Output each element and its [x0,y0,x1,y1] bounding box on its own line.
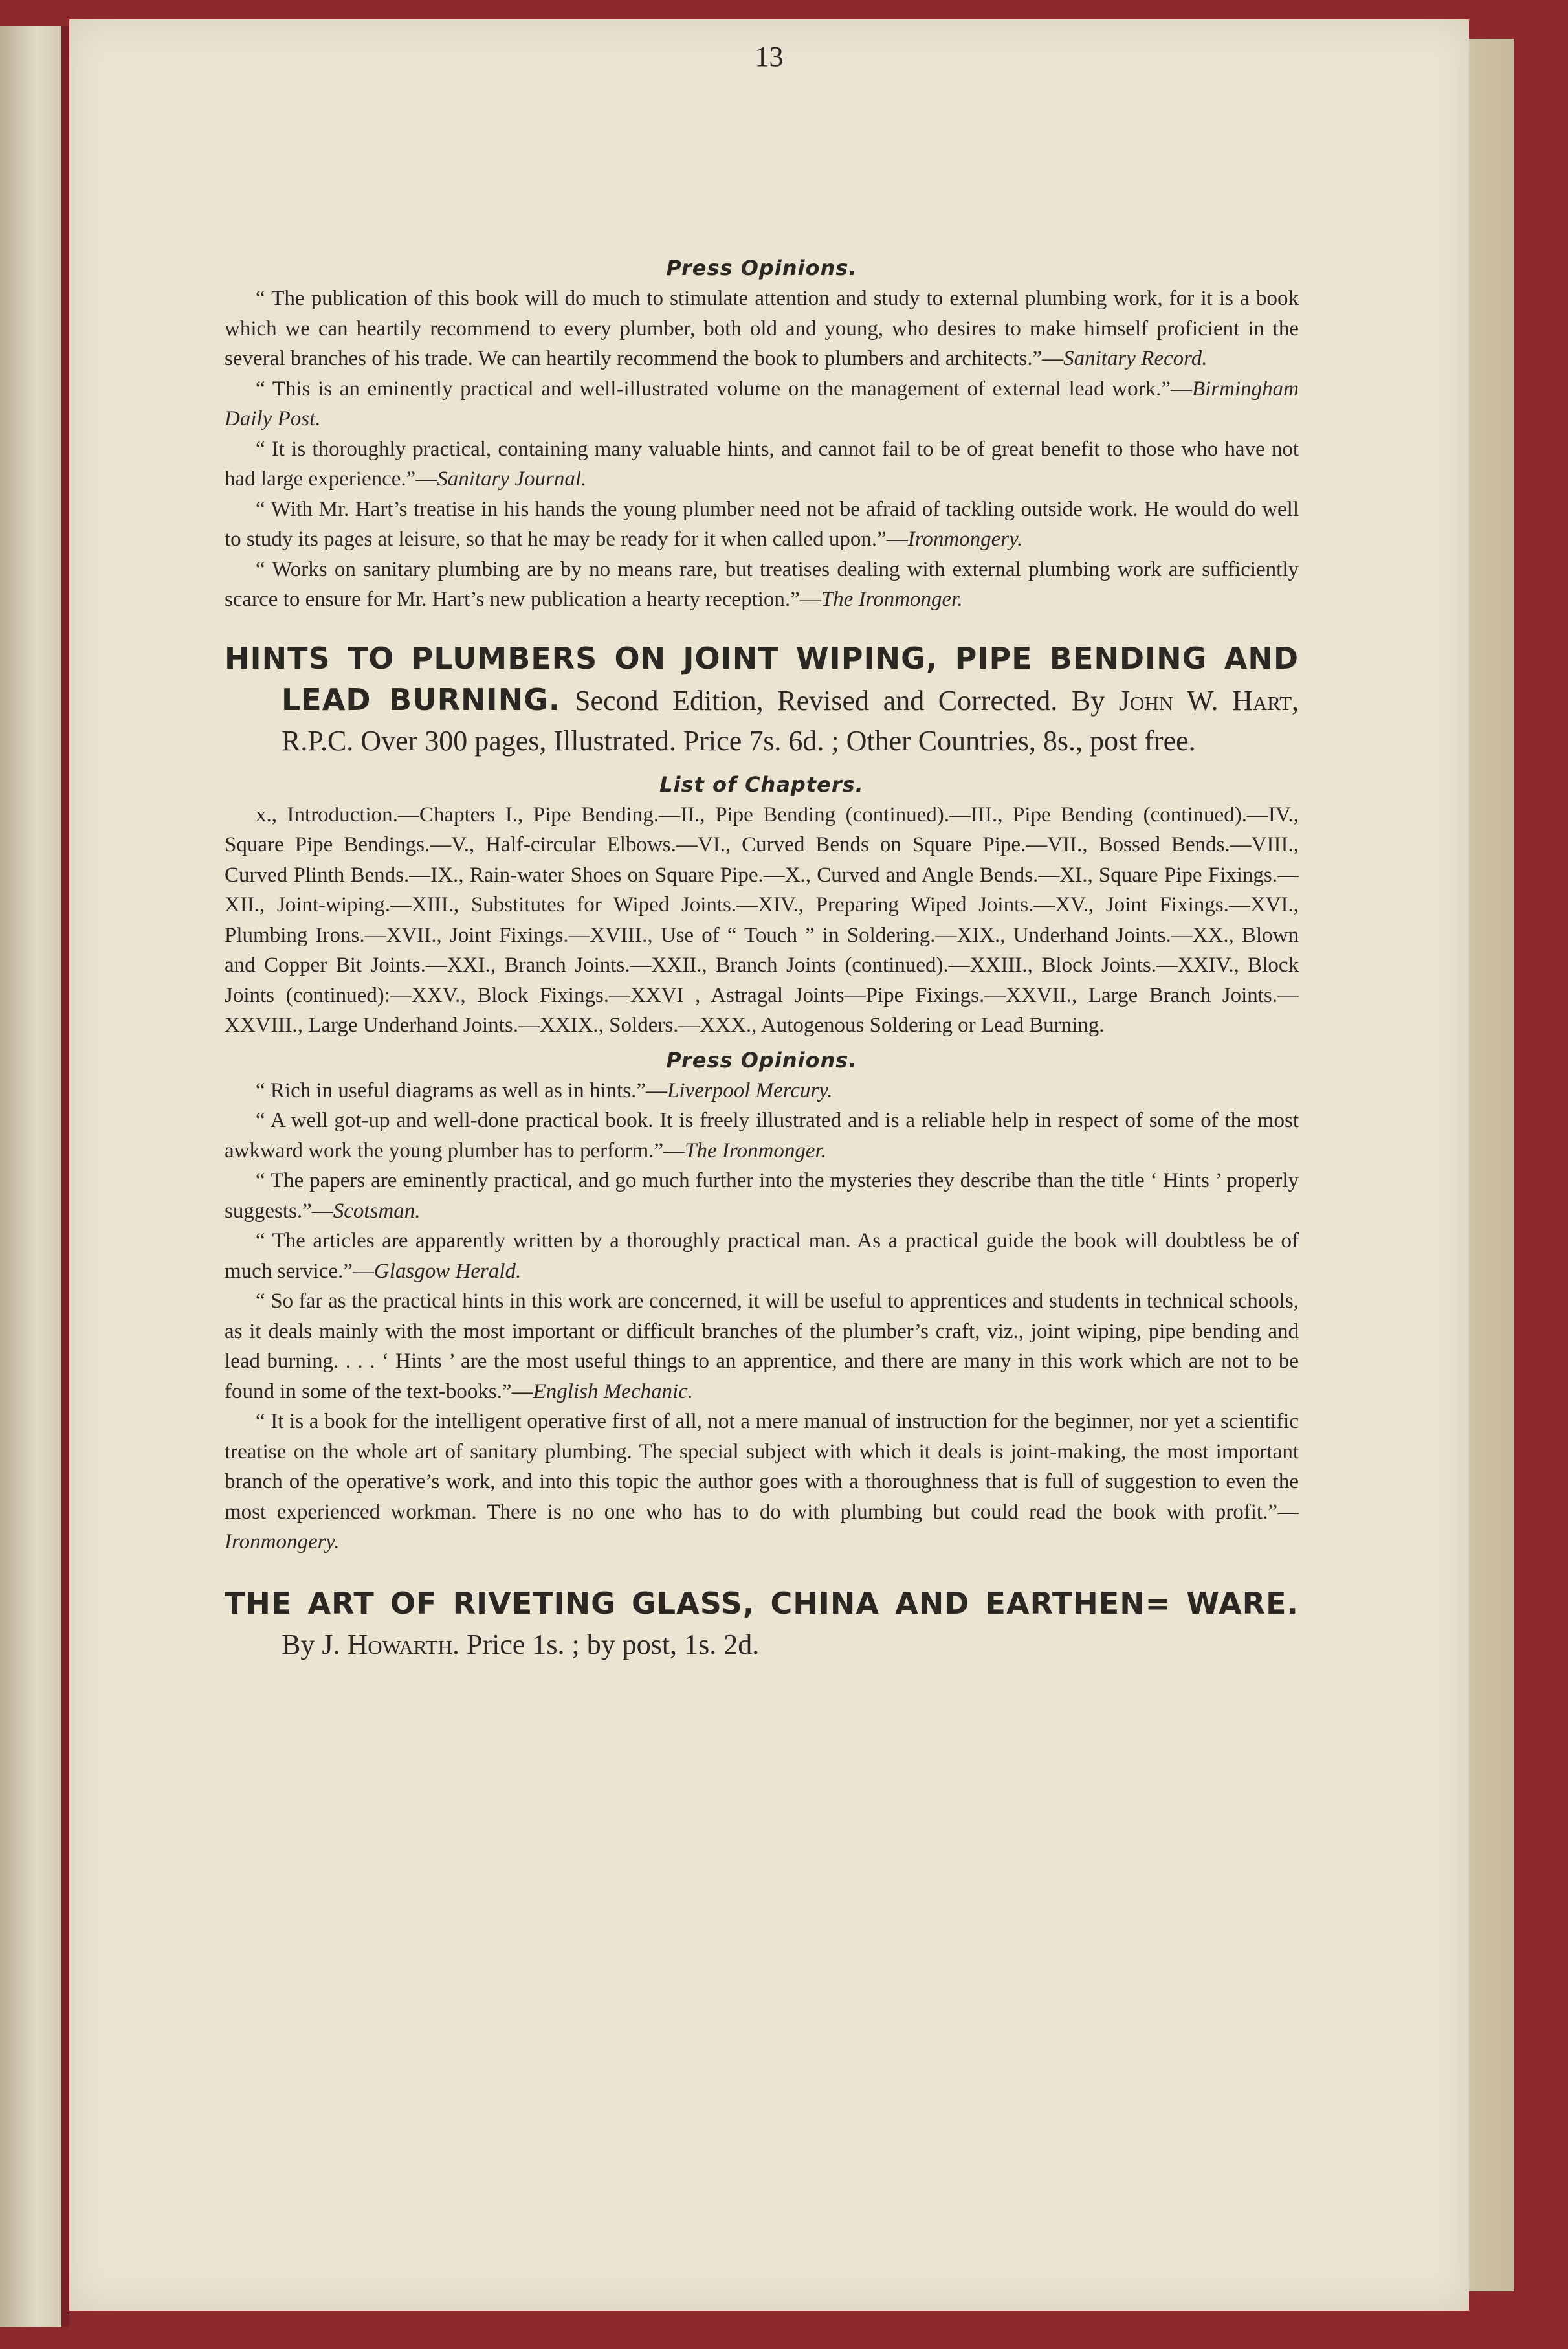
opinion-source: Birmingham Daily Post. [225,377,1299,430]
opinion-source: Ironmongery. [225,1530,340,1553]
opinion-source: Scotsman. [333,1199,421,1223]
opinion: “ Rich in useful diagrams as well as in hints.”—Liverpool Mercury. [256,1078,833,1102]
page-content [225,252,1299,1665]
opinion-source: Ironmongery. [907,528,1023,551]
opinion: “ The publication of this book will do much to stimulate attention and study to external plumbing work, for it is a book which we can heartily recommend to every plumber, both old and young, who desires to make himself proficient in the several branches of his trade. We can heartily recommend the book to plumbers and architects.”—Sanitary Record. [225,287,1299,370]
opinion: “ This is an eminently practical and well-illustrated volume on the management of external lead work.”—Birmingham Daily Post. [225,377,1299,430]
press-opinions-list-2 [225,1076,1299,1557]
page [69,19,1469,2311]
opinion: “ A well got-up and well-done practical book. It is freely illustrated and is a reliable help in respect of some of the most awkward work the young plumber has to perform.”—The Ironmonger. [225,1109,1299,1163]
opinion-source: Liverpool Mercury. [667,1078,833,1102]
book-edition: Second Edition, Revised and Corrected. By [574,684,1105,717]
opinion: “ So far as the practical hints in this work are concerned, it will be useful to apprentices and students in technical schools, as it deals mainly with the most important or difficult branches of the plumber’s craft, viz., joint wiping, pipe bending and lead burning. . . . ‘ Hints ’ are the most useful things to an apprentice, and there are many in this work which are not to be found in some of the text-books.”—English Mechanic. [225,1289,1299,1403]
opinion: “ The papers are eminently practical, and go much further into the mysteries they describe than the title ‘ Hints ’ properly suggests.”—Scotsman. [225,1169,1299,1223]
book-title: HINTS TO PLUMBERS ON JOINT WIPING, PIPE BENDING AND LEAD BURNING. [225,640,1299,717]
press-opinions-heading: Press Opinions. [666,256,857,280]
chapter-list: x., Introduction.—Chapters I., Pipe Bending.—II., Pipe Bending (continued).—III., Pipe Bending (continued).—IV., Square Pipe Bendings.—V., Half-circular Elbows.—VI., Curved Bends on Square Pipe.—VII., Bossed Bends.—VIII., Curved Plinth Bends.—IX., Rain-water Shoes on Square Pipe.—X., Curved and Angle Bends.—XI., Square Pipe Fixings.—XII., Joint-wiping.—XIII., Substitutes for Wiped Joints.—XIV., Preparing Wiped Joints.—XV., Joint Fixings.—XVI., Plumbing Irons.—XVII., Joint Fixings.—XVIII., Use of “ Touch ” in Soldering.—XIX., Underhand Joints.—XX., Blown and Copper Bit Joints.—XXI., Branch Joints.—XXII., Branch Joints (continued).—XXIII., Block Joints.—XXIV., Block Joints (continued):—XXV., Block Fixings.—XXVI , Astragal Joints—Pipe Fixings.—XXVII., Large Branch Joints.—XXVIII., Large Underhand Joints.—XXIX., Solders.—XXX., Autogenous Soldering or Lead Burning. [225,803,1299,1037]
opinion: “ The articles are apparently written by a thoroughly practical man. As a practical guide the book will doubtless be of much service.”—Glasgow Herald. [225,1229,1299,1283]
book-listing-hints-to-plumbers [225,638,1299,761]
book-author: John W. Hart [1118,684,1292,717]
opinion-source: English Mechanic. [533,1379,694,1403]
press-opinions-list-1 [225,284,1299,615]
book-details: Price 1s. ; by post, 1s. 2d. [467,1628,760,1660]
opinion-source: The Ironmonger. [821,588,963,611]
opinion: “ Works on sanitary plumbing are by no means rare, but treatises dealing with external plumbing work are sufficiently scarce to ensure for Mr. Hart’s new publication a hearty reception.”—The Ironmonger. [225,557,1299,611]
opinion: “ With Mr. Hart’s treatise in his hands the young plumber need not be afraid of tackling outside work. He would do well to study its pages at leisure, so that he may be ready for it when called upon.”—Ironmongery. [225,497,1299,551]
opinion-source: Sanitary Journal. [437,467,587,491]
page-number: 13 [755,41,784,72]
opinion-source: Sanitary Record. [1063,347,1208,370]
list-of-chapters-heading: List of Chapters. [659,772,864,797]
book-details: , R.P.C. Over 300 pages, Illustrated. Price 7s. 6d. ; Other Countries, 8s., post free. [282,684,1299,757]
opinion: “ It is thoroughly practical, containing many valuable hints, and cannot fail to be of great benefit to those who have not had large experience.”—Sanitary Journal. [225,437,1299,491]
opinion-source: The Ironmonger. [685,1139,826,1163]
left-page-edge [0,26,61,2327]
opinion-source: Glasgow Herald. [373,1259,522,1283]
book-title: THE ART OF RIVETING GLASS, CHINA AND EARTHEN= WARE. [225,1585,1299,1621]
book-listing-art-of-riveting [225,1583,1299,1665]
book-by: By [282,1628,315,1660]
opinion: “ It is a book for the intelligent operative first of all, not a mere manual of instruction for the beginner, nor yet a scientific treatise on the whole art of sanitary plumbing. The special subject with which it deals is joint-making, the most important branch of the operative’s work, and into this topic the author goes with a thoroughness that is full of suggestion to even the most experienced workman. There is no one who has to do with plumbing but could read the book with profit.”—Ironmongery. [225,1410,1299,1553]
book-gutter [61,26,69,2327]
book-author: J. Howarth. [322,1628,459,1660]
press-opinions-heading-2: Press Opinions. [666,1047,857,1073]
